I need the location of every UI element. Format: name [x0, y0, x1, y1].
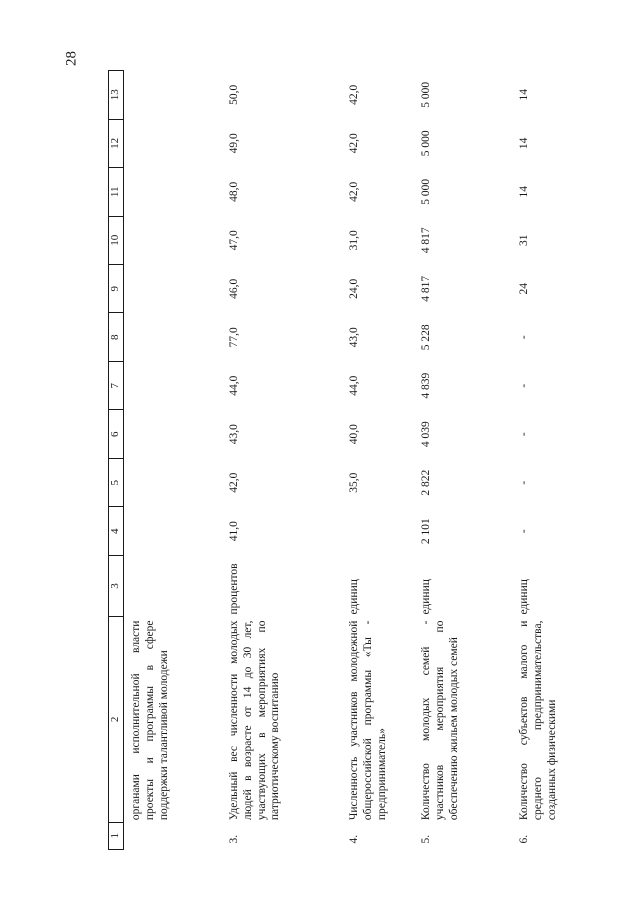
value-cell: 47,0 — [228, 230, 240, 251]
value-cell: 14 — [518, 89, 530, 101]
value-cell: - — [518, 480, 530, 485]
value-cell: 5 000 — [420, 81, 432, 108]
column-header: 6 — [109, 410, 124, 458]
value-cell: 4 839 — [420, 372, 432, 399]
value-cell: 44,0 — [348, 375, 360, 396]
column-header: 1 — [109, 822, 124, 849]
indicator-name: Численность участников молодежной общероссийской программы «Ты - предприниматель» — [348, 620, 388, 821]
table-row — [342, 71, 414, 850]
value-cell: 44,0 — [228, 375, 240, 396]
value-cell: 5 228 — [420, 324, 432, 351]
value-cell: 5 000 — [420, 178, 432, 205]
value-cell: 50,0 — [228, 84, 240, 105]
row-index: 5. — [420, 834, 432, 844]
indicators-table — [108, 70, 602, 850]
value-cell: 40,0 — [348, 424, 360, 445]
indicator-name: Удельный вес численности молодых людей в возрасте от 14 до 30 лет, участвующих в мероприятиях по патриотическому воспитанию — [228, 620, 282, 821]
value-cell: 43,0 — [348, 327, 360, 348]
row-index — [124, 822, 223, 849]
value-cell: 46,0 — [228, 278, 240, 299]
value-cell: 24,0 — [348, 278, 360, 299]
indicator-name: Количество молодых семей - участников мероприятия по обеспечению жильем молодых семей — [420, 620, 460, 821]
table-row — [512, 71, 602, 850]
table-row — [222, 71, 342, 850]
value-cell: 41,0 — [228, 521, 240, 542]
value-cell: 48,0 — [228, 181, 240, 202]
value-cell: 77,0 — [228, 327, 240, 348]
value-cell: 31,0 — [348, 230, 360, 251]
value-cell: 5 000 — [420, 130, 432, 157]
value-cell: 42,0 — [348, 133, 360, 154]
column-header: 11 — [109, 168, 124, 216]
unit-cell: единиц — [518, 579, 530, 615]
column-header: 10 — [109, 216, 124, 264]
row-index: 4. — [348, 834, 360, 844]
value-cell — [342, 507, 414, 555]
unit-cell: процентов — [228, 563, 240, 615]
value-cell: 42,0 — [228, 472, 240, 493]
rotated-table-container — [108, 70, 602, 850]
column-header: 4 — [109, 507, 124, 555]
column-header: 5 — [109, 458, 124, 506]
value-cell: 43,0 — [228, 424, 240, 445]
column-header: 13 — [109, 71, 124, 120]
value-cell: - — [518, 383, 530, 388]
value-cell: 4 817 — [420, 275, 432, 302]
value-cell: 42,0 — [348, 84, 360, 105]
value-cell: 24 — [518, 283, 530, 295]
value-cell: 4 817 — [420, 227, 432, 254]
value-cell: 4 039 — [420, 421, 432, 448]
value-cell: 31 — [518, 234, 530, 247]
indicator-name: Количество субъектов малого и среднего предпринимательства, созданных физическими — [518, 620, 558, 821]
value-cell: 2 101 — [420, 518, 432, 545]
value-cell: - — [518, 432, 530, 437]
column-header: 12 — [109, 119, 124, 167]
column-number-header-row — [109, 71, 124, 850]
value-cell: 2 822 — [420, 469, 432, 496]
row-index: 6. — [518, 834, 530, 844]
row-index: 3. — [228, 834, 240, 844]
value-cell: 42,0 — [348, 181, 360, 202]
table-row-continuation — [124, 71, 223, 850]
column-header: 3 — [109, 555, 124, 616]
unit-cell: единиц — [420, 579, 432, 615]
page-number: 28 — [63, 51, 80, 66]
value-cell: 14 — [518, 137, 530, 150]
unit-cell: единиц — [348, 579, 360, 615]
column-header: 8 — [109, 313, 124, 361]
indicator-continuation-text: органами исполнительной власти проекты и программы в сфере поддержки талантливой молодежи — [130, 620, 170, 821]
column-header: 7 — [109, 361, 124, 409]
value-cell: 35,0 — [348, 472, 360, 493]
value-cell: - — [518, 529, 530, 534]
value-cell: - — [518, 335, 530, 340]
value-cell: 49,0 — [228, 133, 240, 154]
table-row — [414, 71, 512, 850]
column-header: 9 — [109, 265, 124, 313]
column-header: 2 — [109, 617, 124, 823]
value-cell: 14 — [518, 186, 530, 198]
